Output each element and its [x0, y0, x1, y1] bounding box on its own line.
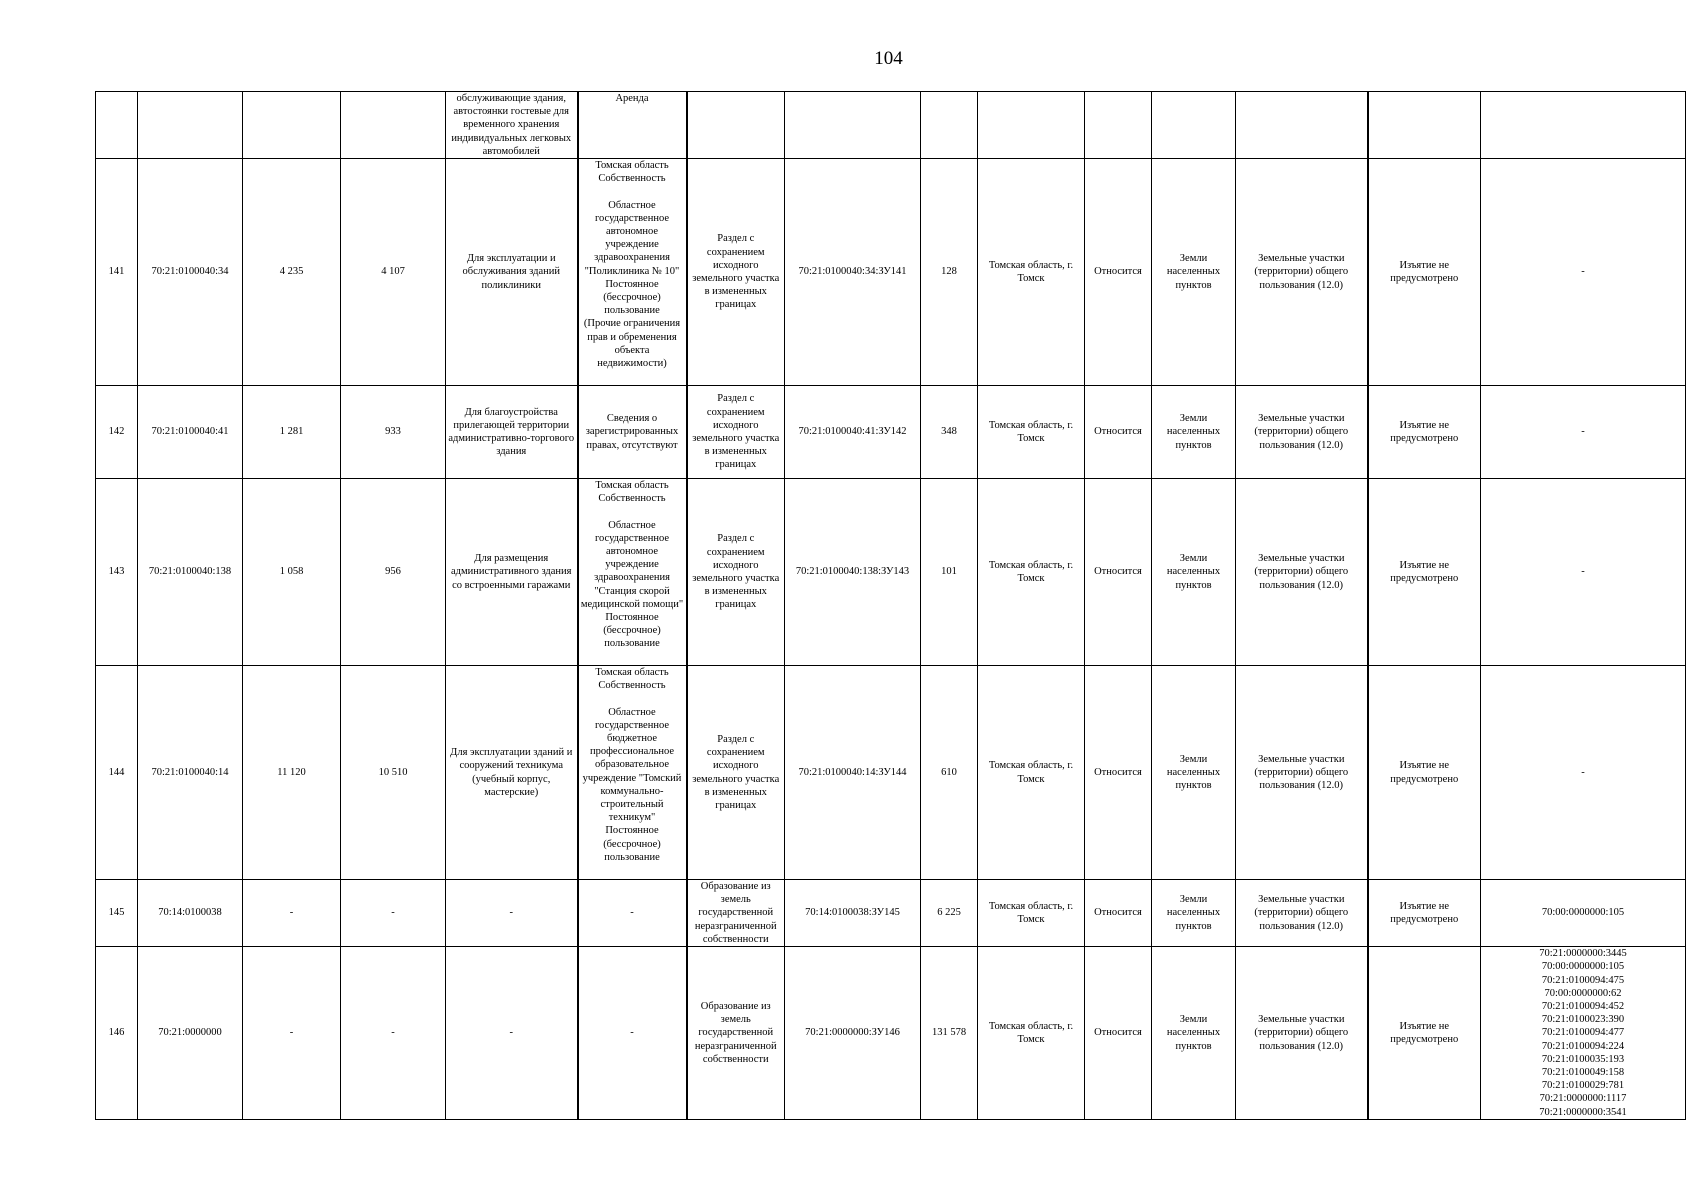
cell-extra: 70:21:0000000:3445 70:00:0000000:105 70:21:0100094:475 70:00:0000000:62 70:21:0100094:452 70:21:0100023:390 70:21:0100094:477 70:21:0100094:224 70:21:0100035:193 70:21:0100049:158 70:21:0100029:781 70:21:0000000:1117 70:21:0000000:3541: [1481, 947, 1686, 1120]
cell-area-initial: 1 058: [243, 479, 341, 666]
cell-new-plot-area: 101: [921, 479, 978, 666]
cell-rights: -: [578, 880, 687, 947]
table-row: [96, 666, 1686, 880]
cell-formation-method: Раздел с сохранением исходного земельного участка в измененных границах: [687, 666, 785, 880]
cell-rights: Сведения о зарегистрированных правах, отсутствуют: [578, 386, 687, 479]
cell-rights: Аренда: [578, 92, 687, 159]
cell-rights: Томская область Собственность Областное государственное автономное учреждение здравоохранения "Станция скорой медицинской помощи" Постоянное (бессрочное) пользование: [578, 479, 687, 666]
cell-purpose: Земельные участки (территории) общего пользования (12.0): [1236, 386, 1368, 479]
cell-permitted-use: Для благоустройства прилегающей территории административно-торгового здания: [446, 386, 578, 479]
cell-purpose: Земельные участки (территории) общего пользования (12.0): [1236, 880, 1368, 947]
cell-seizure: Изъятие не предусмотрено: [1368, 386, 1481, 479]
table-row: [96, 479, 1686, 666]
cell-area-initial: 1 281: [243, 386, 341, 479]
cell-area-remaining: [341, 92, 446, 159]
cell-area-remaining: -: [341, 947, 446, 1120]
cell-location: Томская область, г. Томск: [978, 947, 1085, 1120]
cell-land-category: Земли населенных пунктов: [1152, 666, 1236, 880]
cell-rights: -: [578, 947, 687, 1120]
cell-cadastral: 70:14:0100038: [138, 880, 243, 947]
cell-formation-method: Образование из земель государственной неразграниченной собственности: [687, 947, 785, 1120]
cell-new-plot-id: 70:21:0100040:41:ЗУ142: [785, 386, 921, 479]
cell-num: 145: [96, 880, 138, 947]
cell-relation: Относится: [1085, 666, 1152, 880]
cell-area-remaining: 10 510: [341, 666, 446, 880]
cell-new-plot-area: 6 225: [921, 880, 978, 947]
cell-area-initial: -: [243, 880, 341, 947]
table-row: [96, 92, 1686, 159]
cell-formation-method: Раздел с сохранением исходного земельного участка в измененных границах: [687, 159, 785, 386]
cell-extra: 70:00:0000000:105: [1481, 880, 1686, 947]
cell-location: Томская область, г. Томск: [978, 479, 1085, 666]
cell-cadastral: 70:21:0000000: [138, 947, 243, 1120]
cell-num: 142: [96, 386, 138, 479]
cell-new-plot-area: 131 578: [921, 947, 978, 1120]
cell-new-plot-id: 70:21:0100040:138:ЗУ143: [785, 479, 921, 666]
cell-extra: -: [1481, 479, 1686, 666]
cell-relation: Относится: [1085, 479, 1152, 666]
cell-rights: Томская область Собственность Областное государственное бюджетное профессиональное образовательное учреждение "Томский коммунально-строительный техникум" Постоянное (бессрочное) пользование: [578, 666, 687, 880]
cell-cadastral: 70:21:0100040:34: [138, 159, 243, 386]
cell-seizure: Изъятие не предусмотрено: [1368, 880, 1481, 947]
cell-new-plot-area: [921, 92, 978, 159]
cell-extra: -: [1481, 666, 1686, 880]
cell-new-plot-id: 70:21:0100040:14:ЗУ144: [785, 666, 921, 880]
cell-land-category: Земли населенных пунктов: [1152, 880, 1236, 947]
cell-new-plot-area: 128: [921, 159, 978, 386]
cell-land-category: Земли населенных пунктов: [1152, 947, 1236, 1120]
cell-relation: [1085, 92, 1152, 159]
cell-new-plot-area: 610: [921, 666, 978, 880]
cell-seizure: Изъятие не предусмотрено: [1368, 159, 1481, 386]
cell-cadastral: 70:21:0100040:41: [138, 386, 243, 479]
cell-cadastral: 70:21:0100040:14: [138, 666, 243, 880]
cell-area-remaining: 4 107: [341, 159, 446, 386]
cell-permitted-use: Для эксплуатации и обслуживания зданий поликлиники: [446, 159, 578, 386]
land-plots-table: [95, 91, 1686, 1120]
cell-permitted-use: -: [446, 947, 578, 1120]
cell-extra: -: [1481, 386, 1686, 479]
cell-area-initial: -: [243, 947, 341, 1120]
cell-land-category: Земли населенных пунктов: [1152, 159, 1236, 386]
cell-purpose: Земельные участки (территории) общего пользования (12.0): [1236, 479, 1368, 666]
cell-relation: Относится: [1085, 880, 1152, 947]
cell-permitted-use: обслуживающие здания, автостоянки гостевые для временного хранения индивидуальных легковых автомобилей: [446, 92, 578, 159]
cell-permitted-use: -: [446, 880, 578, 947]
cell-new-plot-id: 70:21:0000000:ЗУ146: [785, 947, 921, 1120]
cell-land-category: [1152, 92, 1236, 159]
cell-purpose: [1236, 92, 1368, 159]
cell-area-remaining: 933: [341, 386, 446, 479]
cell-rights: Томская область Собственность Областное государственное автономное учреждение здравоохранения "Поликлиника № 10" Постоянное (бессрочное) пользование (Прочие ограничения прав и обременения объекта недвижимости): [578, 159, 687, 386]
cell-formation-method: [687, 92, 785, 159]
cell-cadastral: [138, 92, 243, 159]
cell-num: 141: [96, 159, 138, 386]
cell-extra: [1481, 92, 1686, 159]
cell-area-initial: [243, 92, 341, 159]
cell-location: Томская область, г. Томск: [978, 159, 1085, 386]
page-number: 104: [874, 48, 903, 69]
cell-new-plot-id: 70:21:0100040:34:ЗУ141: [785, 159, 921, 386]
cell-num: 144: [96, 666, 138, 880]
cell-purpose: Земельные участки (территории) общего пользования (12.0): [1236, 666, 1368, 880]
cell-cadastral: 70:21:0100040:138: [138, 479, 243, 666]
cell-location: Томская область, г. Томск: [978, 666, 1085, 880]
cell-purpose: Земельные участки (территории) общего пользования (12.0): [1236, 159, 1368, 386]
cell-location: [978, 92, 1085, 159]
cell-seizure: Изъятие не предусмотрено: [1368, 666, 1481, 880]
cell-num: 143: [96, 479, 138, 666]
cell-area-initial: 4 235: [243, 159, 341, 386]
cell-relation: Относится: [1085, 159, 1152, 386]
table-row: [96, 880, 1686, 947]
cell-seizure: Изъятие не предусмотрено: [1368, 479, 1481, 666]
cell-extra: -: [1481, 159, 1686, 386]
cell-seizure: [1368, 92, 1481, 159]
cell-location: Томская область, г. Томск: [978, 386, 1085, 479]
cell-permitted-use: Для эксплуатации зданий и сооружений техникума (учебный корпус, мастерские): [446, 666, 578, 880]
cell-permitted-use: Для размещения административного здания со встроенными гаражами: [446, 479, 578, 666]
cell-formation-method: Раздел с сохранением исходного земельного участка в измененных границах: [687, 386, 785, 479]
table-row: [96, 386, 1686, 479]
table-row: [96, 159, 1686, 386]
cell-formation-method: Образование из земель государственной неразграниченной собственности: [687, 880, 785, 947]
cell-new-plot-area: 348: [921, 386, 978, 479]
cell-land-category: Земли населенных пунктов: [1152, 386, 1236, 479]
cell-area-initial: 11 120: [243, 666, 341, 880]
cell-relation: Относится: [1085, 386, 1152, 479]
cell-new-plot-id: [785, 92, 921, 159]
cell-seizure: Изъятие не предусмотрено: [1368, 947, 1481, 1120]
table-row: [96, 947, 1686, 1120]
cell-num: [96, 92, 138, 159]
cell-relation: Относится: [1085, 947, 1152, 1120]
cell-num: 146: [96, 947, 138, 1120]
cell-new-plot-id: 70:14:0100038:ЗУ145: [785, 880, 921, 947]
cell-purpose: Земельные участки (территории) общего пользования (12.0): [1236, 947, 1368, 1120]
cell-location: Томская область, г. Томск: [978, 880, 1085, 947]
cell-formation-method: Раздел с сохранением исходного земельного участка в измененных границах: [687, 479, 785, 666]
cell-area-remaining: -: [341, 880, 446, 947]
cell-area-remaining: 956: [341, 479, 446, 666]
cell-land-category: Земли населенных пунктов: [1152, 479, 1236, 666]
